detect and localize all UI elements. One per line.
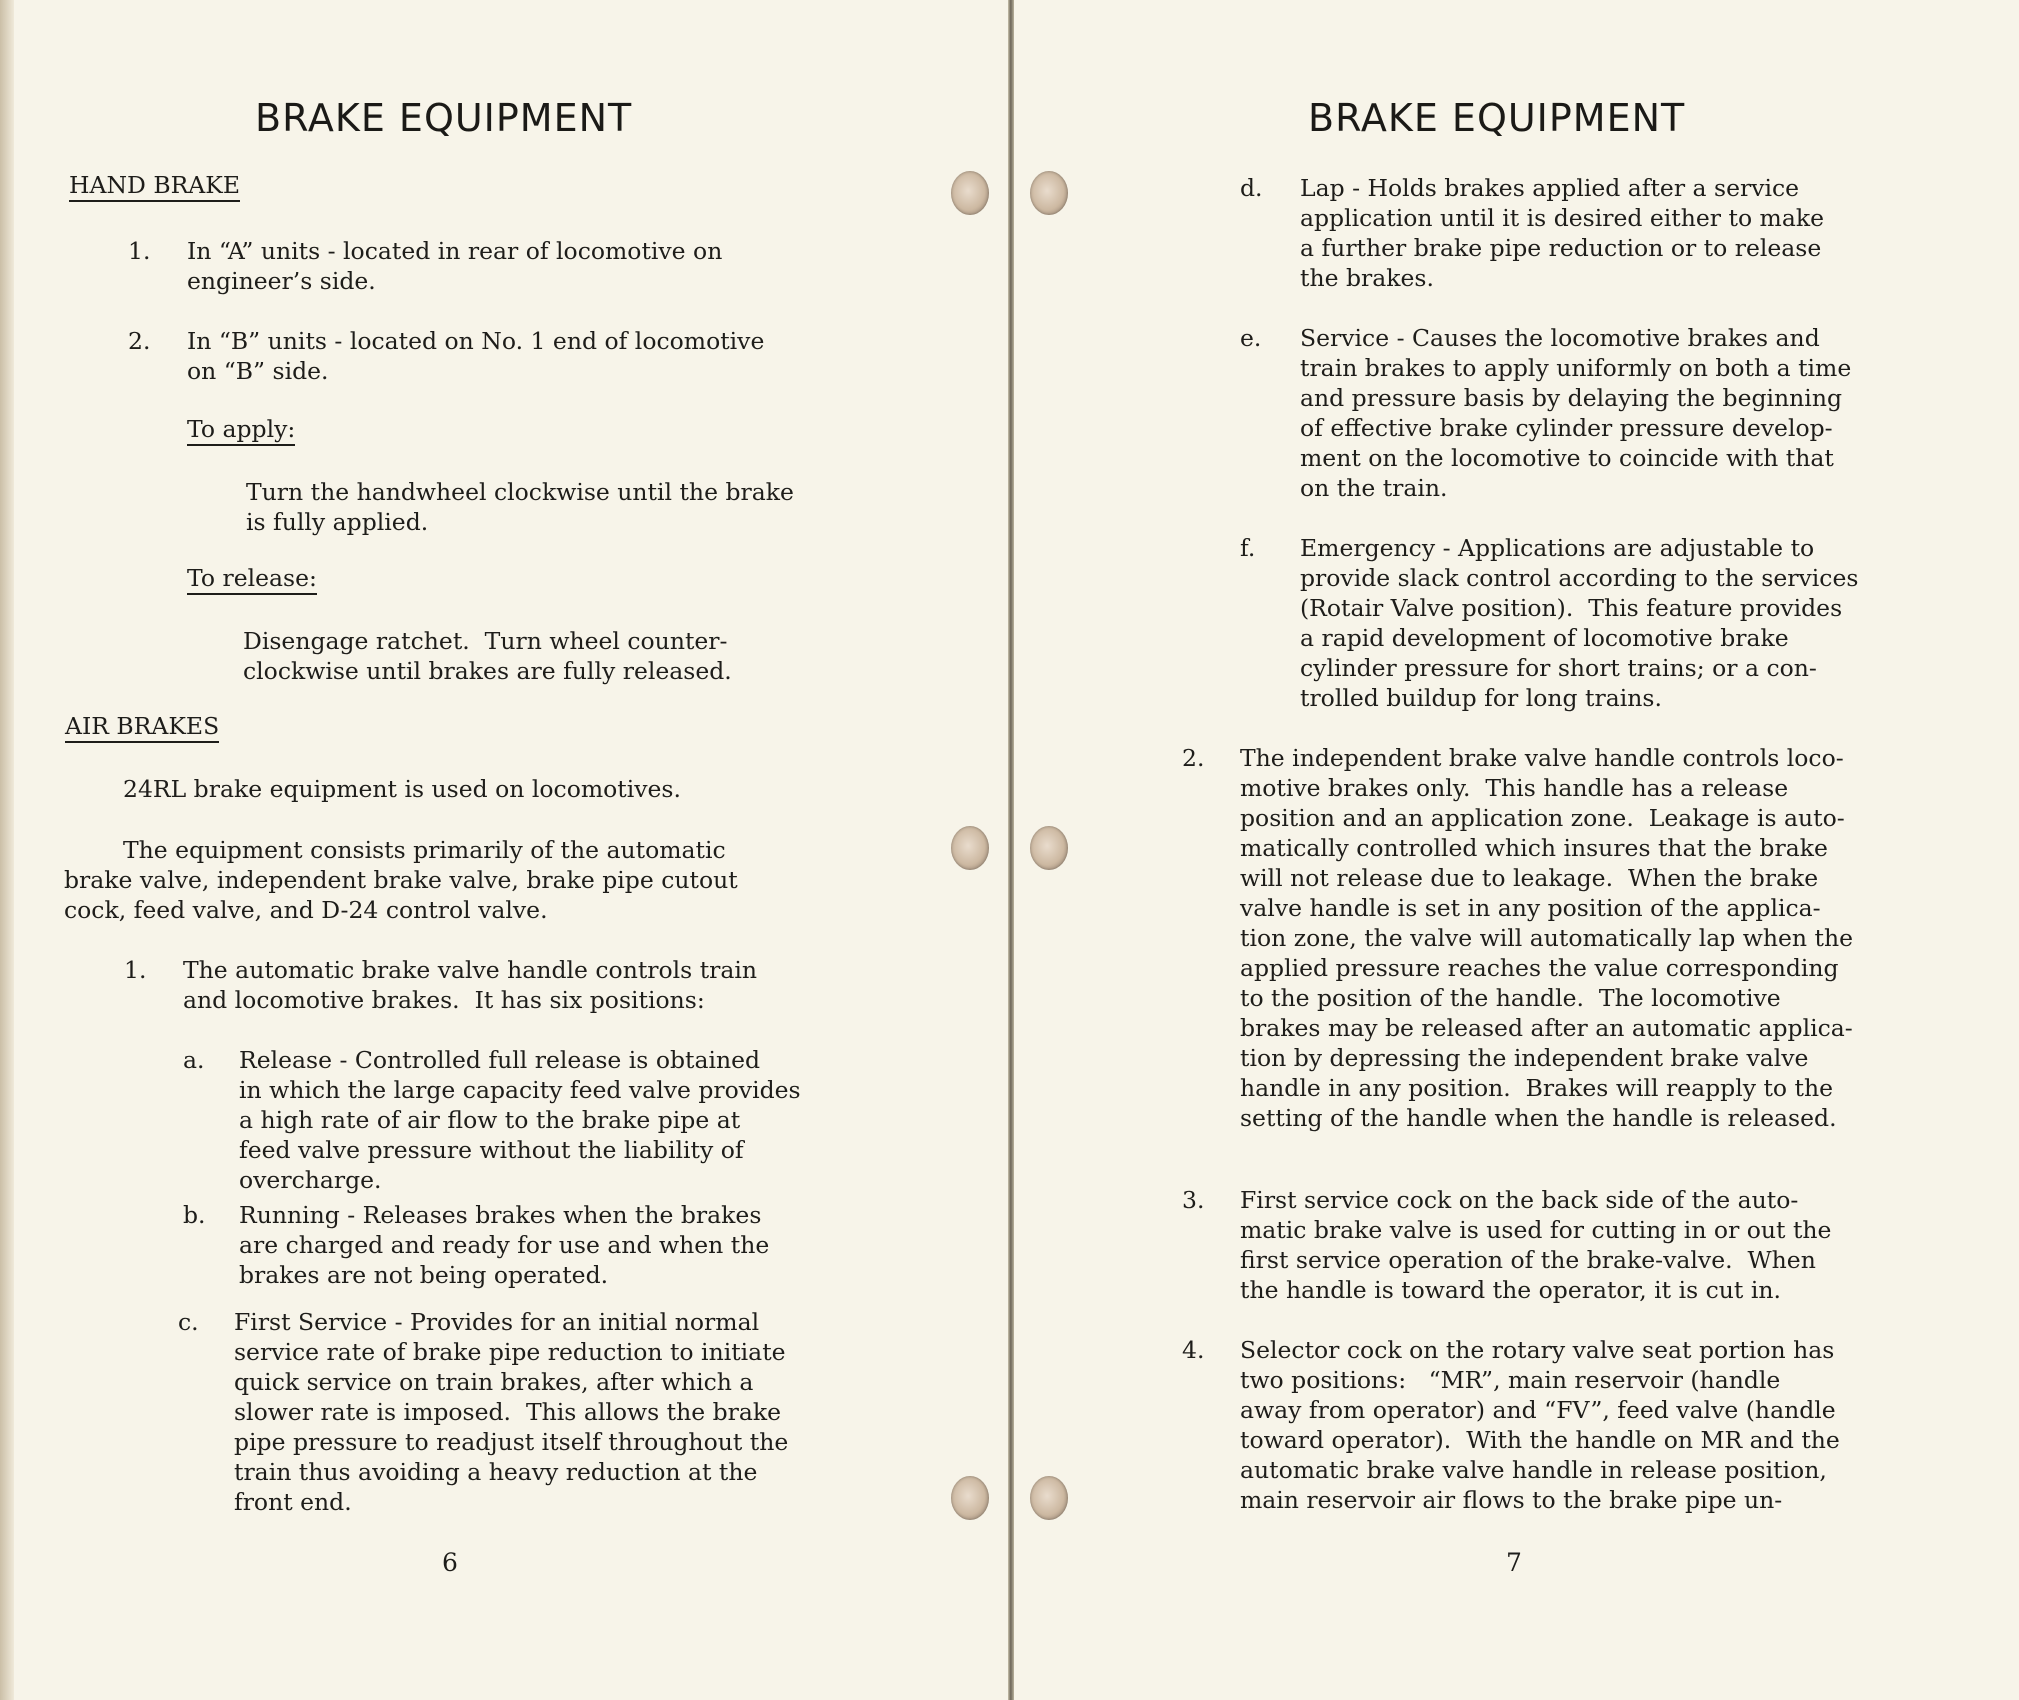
item-number: 3. [1182,1186,1205,1214]
binder-hole [951,171,989,215]
to-release-heading: To release: [187,563,317,595]
air-brakes-heading: AIR BRAKES [65,711,219,743]
hand-brake-heading: HAND BRAKE [69,170,240,202]
sub-item-letter: a. [183,1046,205,1074]
item-3: First service cock on the back side of the auto- matic brake valve is used for cutting in or out the first service operation of the brake-valve. When the handle is toward the operator, it is cut in. [1240,1186,1832,1304]
sub-item-letter: d. [1240,174,1263,202]
to-apply-text: Turn the handwheel clockwise until the brake is fully applied. [246,478,794,536]
hand-brake-item-1: In “A” units - located in rear of locomotive on engineer’s side. [187,237,723,295]
sub-item-c: First Service - Provides for an initial normal service rate of brake pipe reduction to initiate quick service on train brakes, after which a slower rate is imposed. This allows the brake pipe pressure to readjust itself throughout the train thus avoiding a heavy reduction at the front end. [234,1308,789,1516]
item-4: Selector cock on the rotary valve seat portion has two positions: “MR”, main reservoir (handle away from operator) and “FV”, feed valve (handle toward operator). With the handle on MR and the automatic brake valve handle in release position, main reservoir air flows to the brake pipe un- [1240,1336,1840,1514]
page-edge [0,0,14,1700]
right-page [1014,0,2019,1700]
air-brakes-para-1: 24RL brake equipment is used on locomotives. [123,775,681,803]
binder-hole [951,826,989,870]
sub-item-e: Service - Causes the locomotive brakes and train brakes to apply uniformly on both a time and pressure basis by delaying the beginning of effective brake cylinder pressure develop- ment on the locomotive to coincide with that on the train. [1300,324,1852,502]
binder-hole [1030,1476,1068,1520]
sub-item-letter: b. [183,1201,206,1229]
item-number: 4. [1182,1336,1205,1364]
page-title: BRAKE EQUIPMENT [1308,96,1686,140]
sub-item-a: Release - Controlled full release is obtained in which the large capacity feed valve provides a high rate of air flow to the brake pipe at feed valve pressure without the liability of overcharge. [239,1046,801,1194]
sub-item-letter: e. [1240,324,1262,352]
item-number: 2. [128,327,151,355]
binder-hole [1030,171,1068,215]
page-number: 7 [1506,1548,1522,1577]
left-page [0,0,1008,1700]
page-number: 6 [442,1548,458,1577]
page-title: BRAKE EQUIPMENT [255,96,633,140]
item-number: 1. [128,237,151,265]
air-brakes-item-1: The automatic brake valve handle controls train and locomotive brakes. It has six positions: [183,956,758,1014]
binder-hole [1030,826,1068,870]
binder-hole [951,1476,989,1520]
sub-item-letter: c. [178,1308,199,1336]
sub-item-f: Emergency - Applications are adjustable to provide slack control according to the services (Rotair Valve position). This feature provides a rapid development of locomotive brake cylinder pressure for short trains; or a con- trolled buildup for long trains. [1300,534,1859,712]
sub-item-d: Lap - Holds brakes applied after a service application until it is desired either to make a further brake pipe reduction or to release the brakes. [1300,174,1824,292]
item-2: The independent brake valve handle controls loco- motive brakes only. This handle has a release position and an application zone. Leakage is auto- matically controlled which insures that the brake will not release due to leakage. When the brake valve handle is set in any position of the applica- tion zone, the valve will automatically lap when the applied pressure reaches the value corresponding to the position of the handle. The locomotive brakes may be released after an automatic applica- tion by depressing the independent brake valve handle in any position. Brakes will reapply to the setting of the handle when the handle is released. [1240,744,1853,1132]
to-apply-heading: To apply: [187,414,295,446]
item-number: 2. [1182,744,1205,772]
hand-brake-item-2: In “B” units - located on No. 1 end of locomotive on “B” side. [187,327,765,385]
air-brakes-para-2: The equipment consists primarily of the automatic brake valve, independent brake valve, brake pipe cutout cock, feed valve, and D-24 control valve. [64,836,738,924]
sub-item-b: Running - Releases brakes when the brakes are charged and ready for use and when the brakes are not being operated. [239,1201,770,1289]
to-release-text: Disengage ratchet. Turn wheel counter- clockwise until brakes are fully released. [243,627,732,685]
sub-item-letter: f. [1240,534,1256,562]
item-number: 1. [124,956,147,984]
